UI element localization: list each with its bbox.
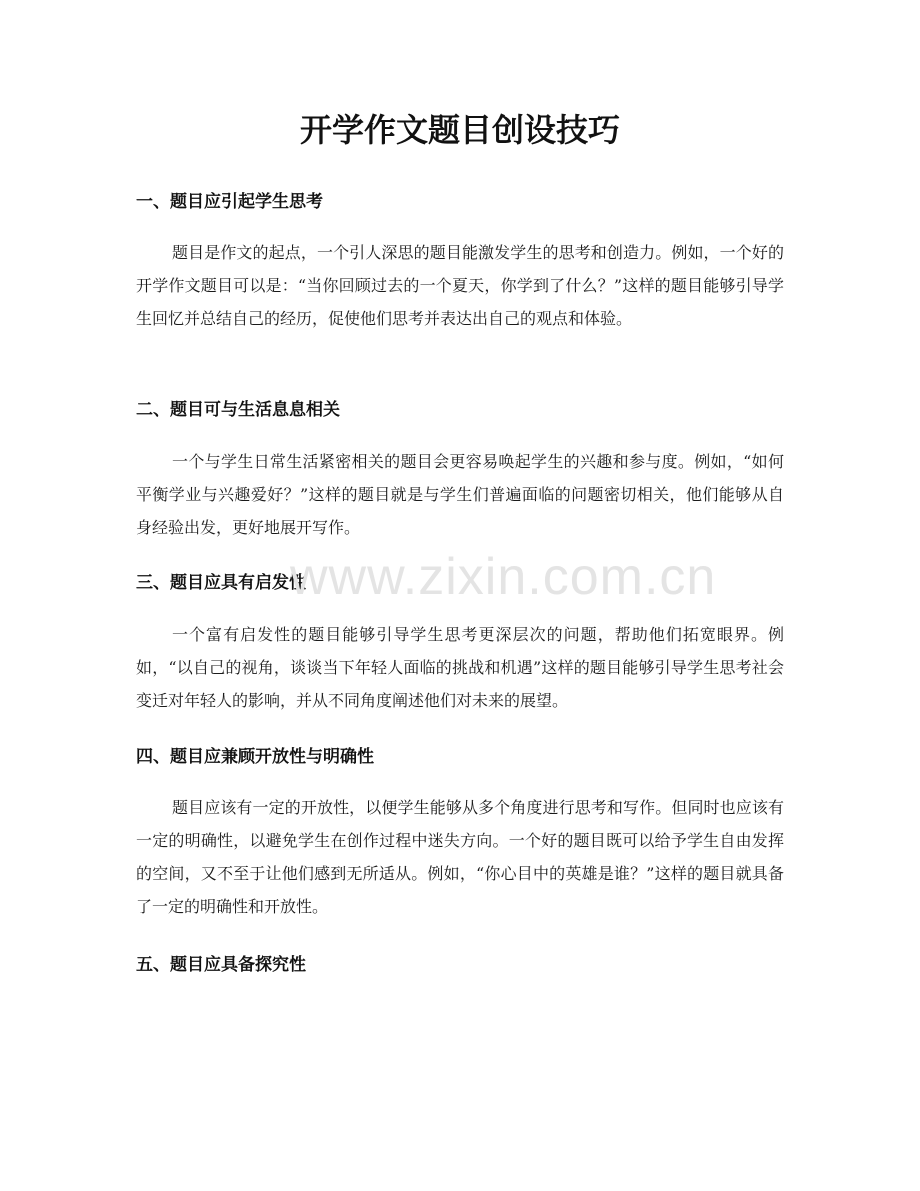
section-heading-4: 四、题目应兼顾开放性与明确性 bbox=[136, 747, 374, 767]
section-heading-3: 三、题目应具有启发性 bbox=[136, 573, 306, 593]
section-heading-5: 五、题目应具备探究性 bbox=[136, 955, 306, 975]
watermark-text: www.zixin.com.cn bbox=[290, 548, 717, 606]
section-body-3: 一个富有启发性的题目能够引导学生思考更深层次的问题，帮助他们拓宽眼界。例如，“以自己的视角，谈谈当下年轻人面临的挑战和机遇”这样的题目能够引导学生思考社会变迁对年轻人的影响，并从不同角度阐述他们对未来的展望。 bbox=[136, 625, 784, 710]
section-body-2: 一个与学生日常生活紧密相关的题目会更容易唤起学生的兴趣和参与度。例如，“如何平衡学业与兴趣爱好？”这样的题目就是与学生们普遍面临的问题密切相关，他们能够从自身经验出发，更好地展开写作。 bbox=[136, 452, 784, 537]
section-heading-2: 二、题目可与生活息息相关 bbox=[136, 400, 340, 420]
document-title: 开学作文题目创设技巧 bbox=[299, 111, 620, 149]
section-body-4: 题目应该有一定的开放性，以便学生能够从多个角度进行思考和写作。但同时也应该有一定的明确性，以避免学生在创作过程中迷失方向。一个好的题目既可以给予学生自由发挥的空间，又不至于让他们感到无所适从。例如，“你心目中的英雄是谁？”这样的题目就具备了一定的明确性和开放性。 bbox=[136, 798, 784, 916]
section-body-1: 题目是作文的起点，一个引人深思的题目能激发学生的思考和创造力。例如，一个好的开学作文题目可以是：“当你回顾过去的一个夏天，你学到了什么？”这样的题目能够引导学生回忆并总结自己的经历，促使他们思考并表达出自己的观点和体验。 bbox=[136, 243, 784, 328]
section-heading-1: 一、题目应引起学生思考 bbox=[136, 192, 323, 212]
